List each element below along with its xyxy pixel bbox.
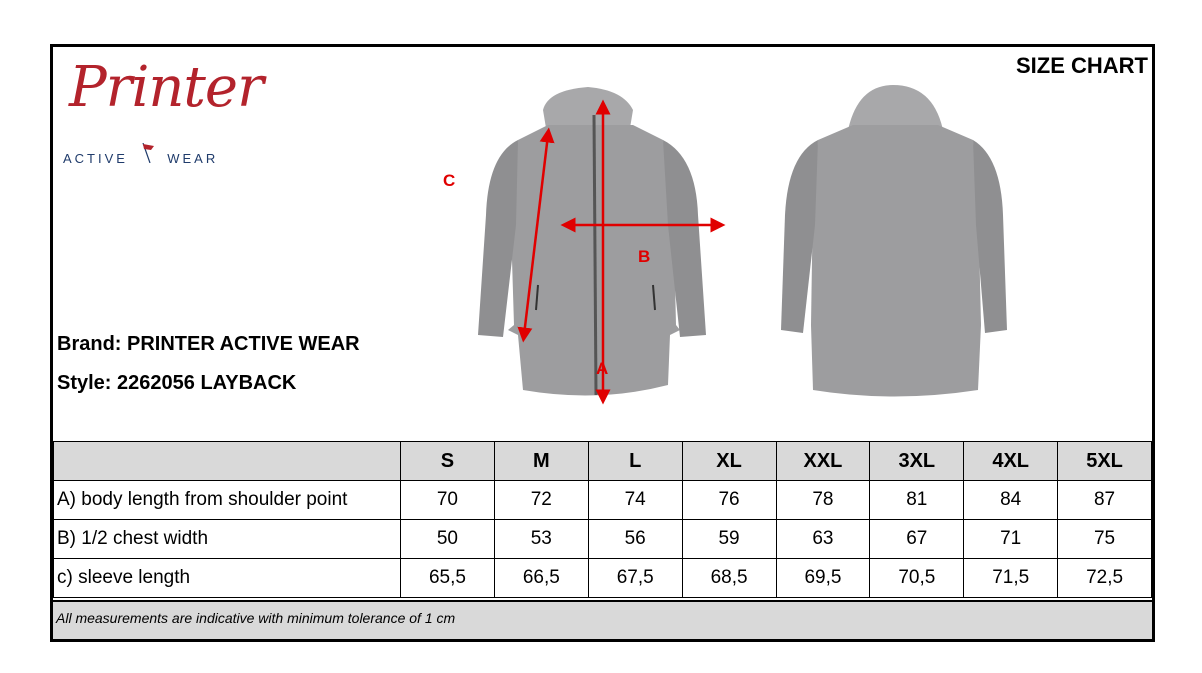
- brand-label: Brand: PRINTER ACTIVE WEAR: [57, 333, 360, 355]
- row-label: c) sleeve length: [54, 559, 401, 598]
- table-cell: 72,5: [1058, 559, 1152, 598]
- brand-logo: [61, 55, 263, 166]
- table-cell: 56: [588, 520, 682, 559]
- logo-subtitle-left: ACTIVE: [63, 151, 128, 166]
- jacket-back-diagram: [773, 85, 1013, 405]
- table-cell: 68,5: [682, 559, 776, 598]
- table-cell: 66,5: [494, 559, 588, 598]
- size-header-cell: XL: [682, 442, 776, 481]
- size-header-cell: XXL: [776, 442, 870, 481]
- table-cell: 72: [494, 481, 588, 520]
- table-cell: 87: [1058, 481, 1152, 520]
- table-cell: 71: [964, 520, 1058, 559]
- flag-icon: [141, 143, 155, 166]
- table-cell: 84: [964, 481, 1058, 520]
- table-cell: 71,5: [964, 559, 1058, 598]
- label-a: A: [596, 359, 609, 378]
- table-cell: 63: [776, 520, 870, 559]
- table-cell: 81: [870, 481, 964, 520]
- size-table: [53, 441, 1152, 598]
- label-b: B: [638, 247, 651, 266]
- logo-subtitle: [63, 143, 218, 166]
- table-cell: 67: [870, 520, 964, 559]
- table-cell: 53: [494, 520, 588, 559]
- size-header-cell: S: [401, 442, 495, 481]
- table-row: [54, 520, 1152, 559]
- table-row: [54, 559, 1152, 598]
- table-cell: 74: [588, 481, 682, 520]
- label-c: C: [443, 171, 456, 190]
- table-cell: 69,5: [776, 559, 870, 598]
- size-header-cell: 3XL: [870, 442, 964, 481]
- table-cell: 70: [401, 481, 495, 520]
- page-title: SIZE CHART: [1016, 53, 1148, 78]
- table-cell: 78: [776, 481, 870, 520]
- size-header-cell: M: [494, 442, 588, 481]
- table-cell: 50: [401, 520, 495, 559]
- logo-subtitle-right: WEAR: [167, 151, 219, 166]
- row-label: B) 1/2 chest width: [54, 520, 401, 559]
- size-header-cell: 5XL: [1058, 442, 1152, 481]
- table-cell: 70,5: [870, 559, 964, 598]
- logo-script: Printer: [69, 55, 263, 120]
- table-row: [54, 481, 1152, 520]
- table-cell: 59: [682, 520, 776, 559]
- size-header-cell: 4XL: [964, 442, 1058, 481]
- tolerance-note: All measurements are indicative with minimum tolerance of 1 cm: [53, 600, 1152, 639]
- jacket-front-diagram: [448, 85, 738, 405]
- size-chart-frame: [50, 44, 1155, 642]
- style-label: Style: 2262056 LAYBACK: [57, 372, 297, 394]
- size-header-row: [54, 442, 1152, 481]
- table-cell: 75: [1058, 520, 1152, 559]
- table-cell: 67,5: [588, 559, 682, 598]
- header-corner-cell: [54, 442, 401, 481]
- table-cell: 65,5: [401, 559, 495, 598]
- row-label: A) body length from shoulder point: [54, 481, 401, 520]
- size-header-cell: L: [588, 442, 682, 481]
- table-cell: 76: [682, 481, 776, 520]
